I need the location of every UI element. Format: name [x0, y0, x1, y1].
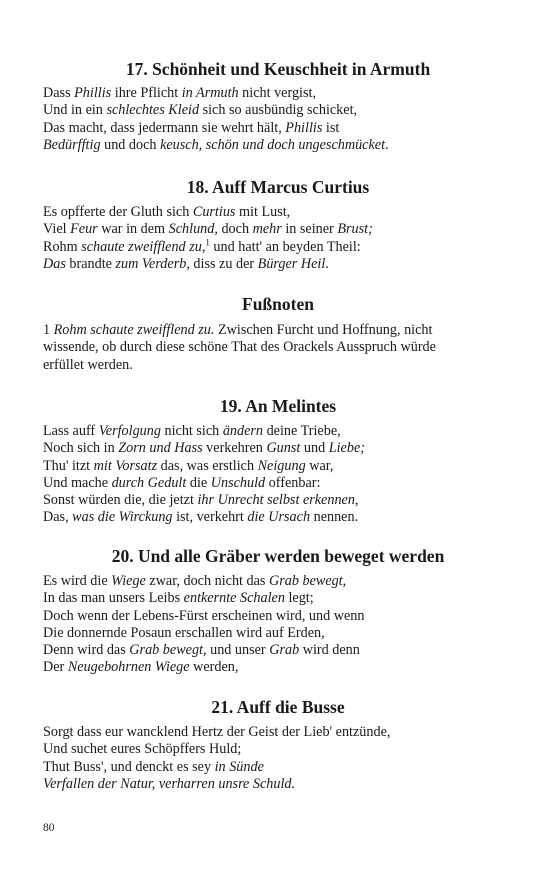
italic-text: schaute zweifflend zu, — [81, 238, 206, 255]
page-number: 80 — [43, 822, 55, 834]
text-run: deine Triebe, — [263, 423, 341, 439]
footnote-ref[interactable]: 1 — [205, 236, 210, 247]
italic-text: Unschuld — [210, 474, 266, 491]
poem-line — [43, 256, 513, 273]
footnote-line-2: wissende, ob durch diese schöne That des Orackels Ausspruch würde — [43, 339, 436, 356]
poem-line — [43, 221, 513, 238]
text-run: offenbar: — [265, 474, 321, 491]
text-run: nicht vergist, — [238, 85, 316, 101]
poem-line — [43, 659, 513, 676]
text-run: nicht sich — [160, 423, 223, 439]
italic-text: ihr Unrecht selbst erkennen, — [197, 492, 359, 509]
italic-text: Bedürfftig — [43, 136, 101, 153]
text-run: Sonst würden die, die jetzt — [43, 492, 198, 509]
text-run: Und in ein — [43, 102, 107, 119]
text-run: und hatt' an beyden Theil: — [209, 238, 361, 255]
text-run: Und mache — [43, 474, 112, 491]
footnote-line-1 — [43, 322, 513, 339]
poem-body — [43, 204, 513, 273]
text-run: und unser — [206, 642, 270, 659]
text-run: In das man unsers Leibs — [43, 590, 184, 607]
italic-text: Phillis — [74, 85, 112, 101]
italic-text: durch Gedult — [111, 474, 187, 491]
text-run: Doch wenn der Lebens-Fürst erscheinen wird, und wenn — [43, 607, 365, 624]
poem-line — [43, 608, 513, 625]
text-run: zwar, doch nicht das — [145, 573, 269, 589]
italic-text: mit Vorsatz — [93, 457, 158, 474]
text-run: doch — [217, 221, 253, 238]
italic-text: Schlund, — [168, 221, 218, 238]
text-run: die — [186, 474, 211, 491]
poem-line — [43, 724, 513, 741]
poem-line — [43, 137, 513, 154]
poem-line — [43, 120, 513, 137]
text-run: ihre Pflicht — [111, 85, 182, 101]
poem-line — [43, 573, 513, 590]
poem-17 — [43, 58, 513, 154]
text-run: in seiner — [281, 221, 338, 238]
poem-title: 20. Und alle Gräber werden beweget werden — [111, 546, 445, 566]
italic-text: in Sünde — [214, 758, 264, 775]
text-run: brandte — [65, 255, 116, 272]
poem-18 — [43, 176, 513, 273]
text-run: Zwischen Furcht und Hoffnung, nicht — [214, 322, 433, 338]
poem-line — [43, 475, 513, 492]
poem-body — [43, 724, 513, 793]
text-run: 1 — [43, 322, 54, 338]
poem-line — [43, 423, 513, 440]
text-run: Noch sich in — [43, 440, 119, 457]
italic-text: Wiege — [111, 573, 146, 589]
poem-title: 19. An Melintes — [219, 396, 337, 416]
italic-text: ändern — [222, 423, 264, 439]
poem-line — [43, 204, 513, 221]
italic-text: Grab bewegt, — [268, 573, 347, 589]
poem-line — [43, 440, 513, 457]
poem-title: 21. Auff die Busse — [211, 697, 345, 717]
poem-line — [43, 625, 513, 642]
footnotes-heading: Fußnoten — [242, 294, 314, 314]
italic-text: was die Wirckung — [72, 509, 173, 526]
poem-line — [43, 741, 513, 758]
italic-text: keusch, schön und doch ungeschmücket — [160, 136, 386, 153]
italic-text: Curtius — [192, 204, 236, 220]
poem-body — [43, 573, 513, 677]
italic-text: Verfolgung — [98, 423, 161, 439]
text-run: sich so ausbündig schicket, — [199, 102, 358, 119]
poem-body — [43, 85, 513, 154]
text-run: ist, verkehrt — [172, 509, 248, 526]
text-run: Viel — [43, 221, 71, 238]
text-run: legt; — [284, 590, 314, 607]
poem-19 — [43, 395, 513, 527]
poem-20 — [43, 545, 513, 677]
text-run: war in dem — [97, 221, 169, 238]
italic-text: Feur — [70, 221, 98, 238]
poem-line — [43, 759, 513, 776]
italic-text: zum Verderb, — [115, 255, 190, 272]
italic-text: Grab bewegt, — [129, 642, 207, 659]
text-run: . — [385, 136, 389, 153]
text-run: Es wird die — [43, 573, 112, 589]
poem-line — [43, 236, 513, 256]
poem-line — [43, 458, 513, 475]
text-run: Der — [43, 659, 68, 676]
text-run: ist — [322, 119, 340, 136]
footnotes-section — [43, 293, 513, 374]
text-run: und doch — [100, 136, 161, 153]
text-run: diss zu der — [189, 255, 258, 272]
italic-text: Zorn und Hass — [118, 440, 203, 457]
italic-text: Gunst — [266, 440, 301, 457]
italic-text: die Ursach — [247, 509, 311, 526]
italic-text: Neigung — [257, 457, 306, 474]
text-run: Thu' itzt — [43, 457, 94, 474]
text-run: verkehren — [202, 440, 267, 457]
italic-text: in Armuth — [181, 85, 239, 101]
poem-body — [43, 423, 513, 527]
text-run: Rohm — [43, 238, 82, 255]
poem-line — [43, 642, 513, 659]
poem-line — [43, 85, 513, 102]
text-run: . — [325, 255, 329, 272]
italic-text: mehr — [252, 221, 282, 238]
italic-text: Verfallen der Natur, verharren unsre Schuld. — [43, 775, 296, 792]
italic-text: Brust; — [337, 221, 373, 238]
poem-title: 18. Auff Marcus Curtius — [186, 177, 370, 197]
text-run: Und suchet eures Schöpffers Huld; — [43, 741, 242, 758]
poem-line — [43, 509, 513, 526]
italic-text: Das — [43, 255, 66, 272]
italic-text: Liebe; — [328, 440, 365, 457]
text-run: Das, — [43, 509, 73, 526]
text-run: Thut Buss', und denckt es sey — [43, 758, 215, 775]
italic-text: Bürger Heil — [257, 255, 326, 272]
text-run: Denn wird das — [43, 642, 130, 659]
italic-text: Rohm schaute zweifflend zu. — [53, 322, 215, 338]
text-run: wird denn — [299, 642, 360, 659]
text-run: Die donnernde Posaun erschallen wird auf Erden, — [43, 624, 325, 641]
poem-line — [43, 102, 513, 119]
italic-text: Neugebohrnen Wiege — [67, 659, 190, 676]
italic-text: schlechtes Kleid — [106, 102, 200, 119]
text-run: nennen. — [310, 509, 359, 526]
text-run: Dass — [43, 85, 75, 101]
text-run: Lass auff — [43, 423, 99, 439]
footnote-line-3: erfüllet werden. — [43, 356, 133, 373]
text-run: werden, — [189, 659, 239, 676]
text-run: Es opfferte der Gluth sich — [43, 204, 193, 220]
poem-line — [43, 776, 513, 793]
poem-title: 17. Schönheit und Keuschheit in Armuth — [125, 59, 431, 79]
text-run: und — [300, 440, 329, 457]
text-run: das, was erstlich — [157, 457, 258, 474]
poem-21 — [43, 696, 513, 793]
footnote-text — [43, 322, 513, 374]
text-run: mit Lust, — [235, 204, 291, 220]
italic-text: Phillis — [285, 119, 323, 136]
text-run: war, — [305, 457, 334, 474]
italic-text: entkernte Schalen — [183, 590, 285, 607]
text-run: Sorgt dass eur wancklend Hertz der Geist der Lieb' entzünde, — [43, 724, 391, 740]
text-run: Das macht, dass jedermann sie wehrt hält, — [43, 119, 286, 136]
poem-line — [43, 590, 513, 607]
italic-text: Grab — [269, 642, 300, 659]
poem-line — [43, 492, 513, 509]
